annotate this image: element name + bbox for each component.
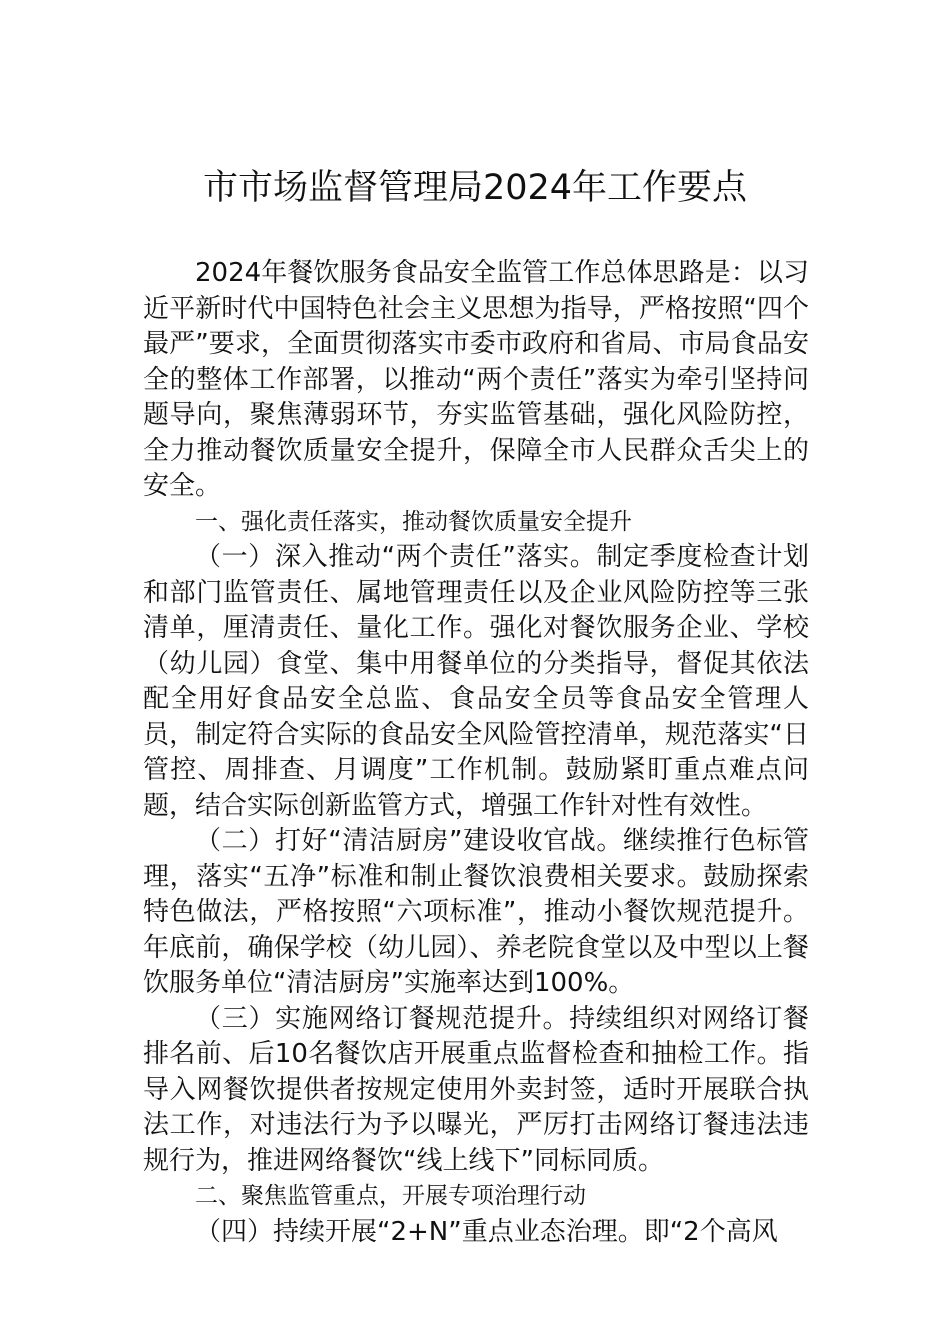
item-paragraph-3: （三）实施网络订餐规范提升。持续组织对网络订餐排名前、后10名餐饮店开展重点监督检查和抽检工作。指导入网餐饮提供者按规定使用外卖封签，适时开展联合执法工作，对违法行为予以曝光，严厉打击网络订餐违法违规行为，推进网络餐饮“线上线下”同标同质。 (143, 1003, 809, 1176)
section-heading-2: 二、聚焦监管重点，开展专项治理行动 (195, 1183, 586, 1209)
item-paragraph-1: （一）深入推动“两个责任”落实。制定季度检查计划和部门监管责任、属地管理责任以及企业风险防控等三张清单，厘清责任、量化工作。强化对餐饮服务企业、学校（幼儿园）食堂、集中用餐单位的分类指导，督促其依法配全用好食品安全总监、食品安全员等食品安全管理人员，制定符合实际的食品安全风险管控清单，规范落实“日管控、周排查、月调度”工作机制。鼓励紧盯重点难点问题，结合实际创新监管方式，增强工作针对性有效性。 (143, 542, 809, 821)
section-heading-1: 一、强化责任落实，推动餐饮质量安全提升 (195, 508, 632, 535)
document-title: 市市场监督管理局2024年工作要点 (202, 168, 748, 208)
item-paragraph-2: （二）打好“清洁厨房”建设收官战。继续推行色标管理，落实“五净”标准和制止餐饮浪费相关要求。鼓励探索特色做法，严格按照“六项标准”，推动小餐饮规范提升。年底前，确保学校（幼儿园）、养老院食堂以及中型以上餐饮服务单位“清洁厨房”实施率达到100%。 (143, 826, 809, 998)
item-paragraph-4: （四）持续开展“2+N”重点业态治理。即“2个高风 (195, 1216, 778, 1247)
document-body (143, 256, 809, 1250)
intro-paragraph: 2024年餐饮服务食品安全监管工作总体思路是：以习近平新时代中国特色社会主义思想为指导，严格按照“四个最严”要求，全面贯彻落实市委市政府和省局、市局食品安全的整体工作部署，以推动“两个责任”落实为牵引坚持问题导向，聚焦薄弱环节，夯实监管基础，强化风险防控，全力推动餐饮质量安全提升，保障全市人民群众舌尖上的安全。 (143, 258, 809, 501)
